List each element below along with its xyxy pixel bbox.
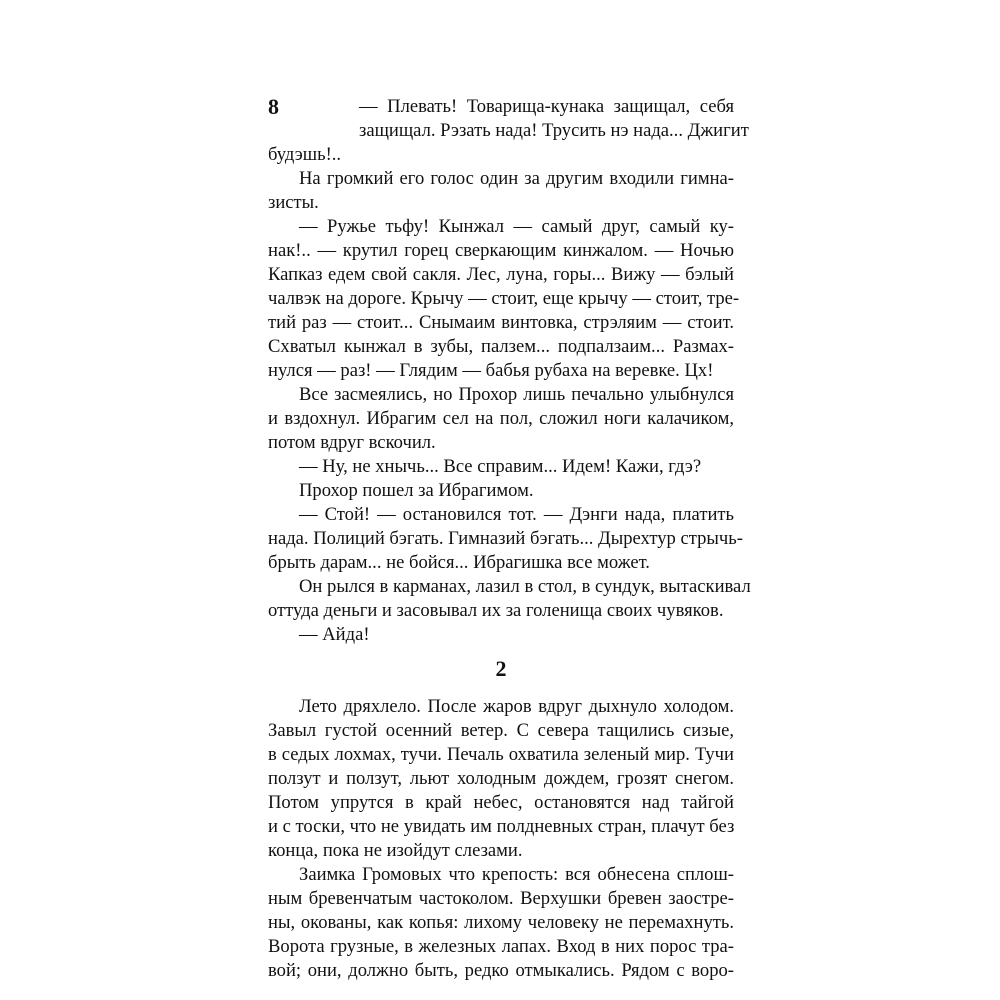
text-line: и с тоски, что не увидать им полдневных стран, плачут без	[268, 816, 735, 837]
text-line: вой; они, должно быть, редко отмыкались. Рядом с воро-	[268, 960, 734, 981]
text-line: тий раз — стоит... Снымаим винтовка, стрэляим — стоит.	[268, 312, 734, 333]
text-line: Завыл густой осенний ветер. С севера тащились сизые,	[268, 720, 734, 741]
text-line: чалвэк на дороге. Крычу — стоит, еще крычу — стоит, тре-	[268, 288, 740, 309]
text-line: — Плевать! Товарища-кунака защищал, себя	[359, 96, 734, 117]
text-line: Потом упрутся в край небес, остановятся над тайгой	[268, 792, 734, 813]
text-line: конца, пока не изойдут слезами.	[268, 840, 523, 861]
text-line: Схватыл кынжал в зубы, палзем... подпалзаим... Размах-	[268, 336, 734, 357]
text-line: Ворота грузные, в железных лапах. Вход в них порос тра-	[268, 936, 734, 957]
text-line: нак!.. — крутил горец сверкающим кинжалом. — Ночью	[268, 240, 734, 261]
text-line: будэшь!..	[268, 144, 342, 165]
page-number: 8	[268, 94, 279, 119]
text-line: защищал. Рэзать нада! Трусить нэ нада... Джигит	[359, 120, 749, 141]
book-page	[268, 0, 751, 1000]
text-line: Он рылся в карманах, лазил в стол, в сундук, вытаскивал	[299, 576, 751, 597]
text-line: и вздохнул. Ибрагим сел на пол, сложил ноги калачиком,	[268, 408, 734, 429]
text-line: Лето дряхлело. После жаров вдруг дыхнуло холодом.	[299, 696, 734, 717]
chapter-number: 2	[495, 656, 507, 681]
text-line: Все засмеялись, но Прохор лишь печально улыбнулся	[299, 384, 734, 405]
text-line: Прохор пошел за Ибрагимом.	[299, 480, 534, 501]
text-line: ны, окованы, как копья: лихому человеку не перемахнуть.	[268, 912, 734, 933]
text-line: потом вдруг вскочил.	[268, 432, 436, 453]
text-line: Капказ едем свой сакля. Лес, луна, горы... Вижу — бэлый	[268, 264, 734, 285]
text-line: — Ну, не хнычь... Все справим... Идем! Кажи, гдэ?	[299, 456, 702, 477]
text-line: нада. Полиций бэгать. Гимназий бэгать... Дырехтур стрычь-	[268, 528, 743, 549]
text-line: — Стой! — остановился тот. — Дэнги нада, платить	[299, 504, 734, 525]
text-line: Заимка Громовых что крепость: вся обнесена сплош-	[299, 864, 734, 885]
text-line: оттуда деньги и засовывал их за голенища своих чувяков.	[268, 600, 724, 621]
text-line: — Ружье тьфу! Кынжал — самый друг, самый ку-	[299, 216, 734, 237]
text-line: — Айда!	[299, 624, 370, 645]
text-line: в седых лохмах, тучи. Печаль охватила зеленый мир. Тучи	[268, 744, 734, 765]
text-line: На громкий его голос один за другим входили гимна-	[299, 168, 734, 189]
text-line: зисты.	[268, 192, 319, 213]
text-line: брыть дарам... не бойся... Ибрагишка все может.	[268, 552, 650, 573]
text-line: нулся — раз! — Глядим — бабья рубаха на веревке. Цх!	[268, 360, 714, 381]
text-line: ным бревенчатым частоколом. Верхушки бревен заостре-	[268, 888, 734, 909]
text-line: ползут и ползут, льют холодным дождем, грозят снегом.	[268, 768, 734, 789]
